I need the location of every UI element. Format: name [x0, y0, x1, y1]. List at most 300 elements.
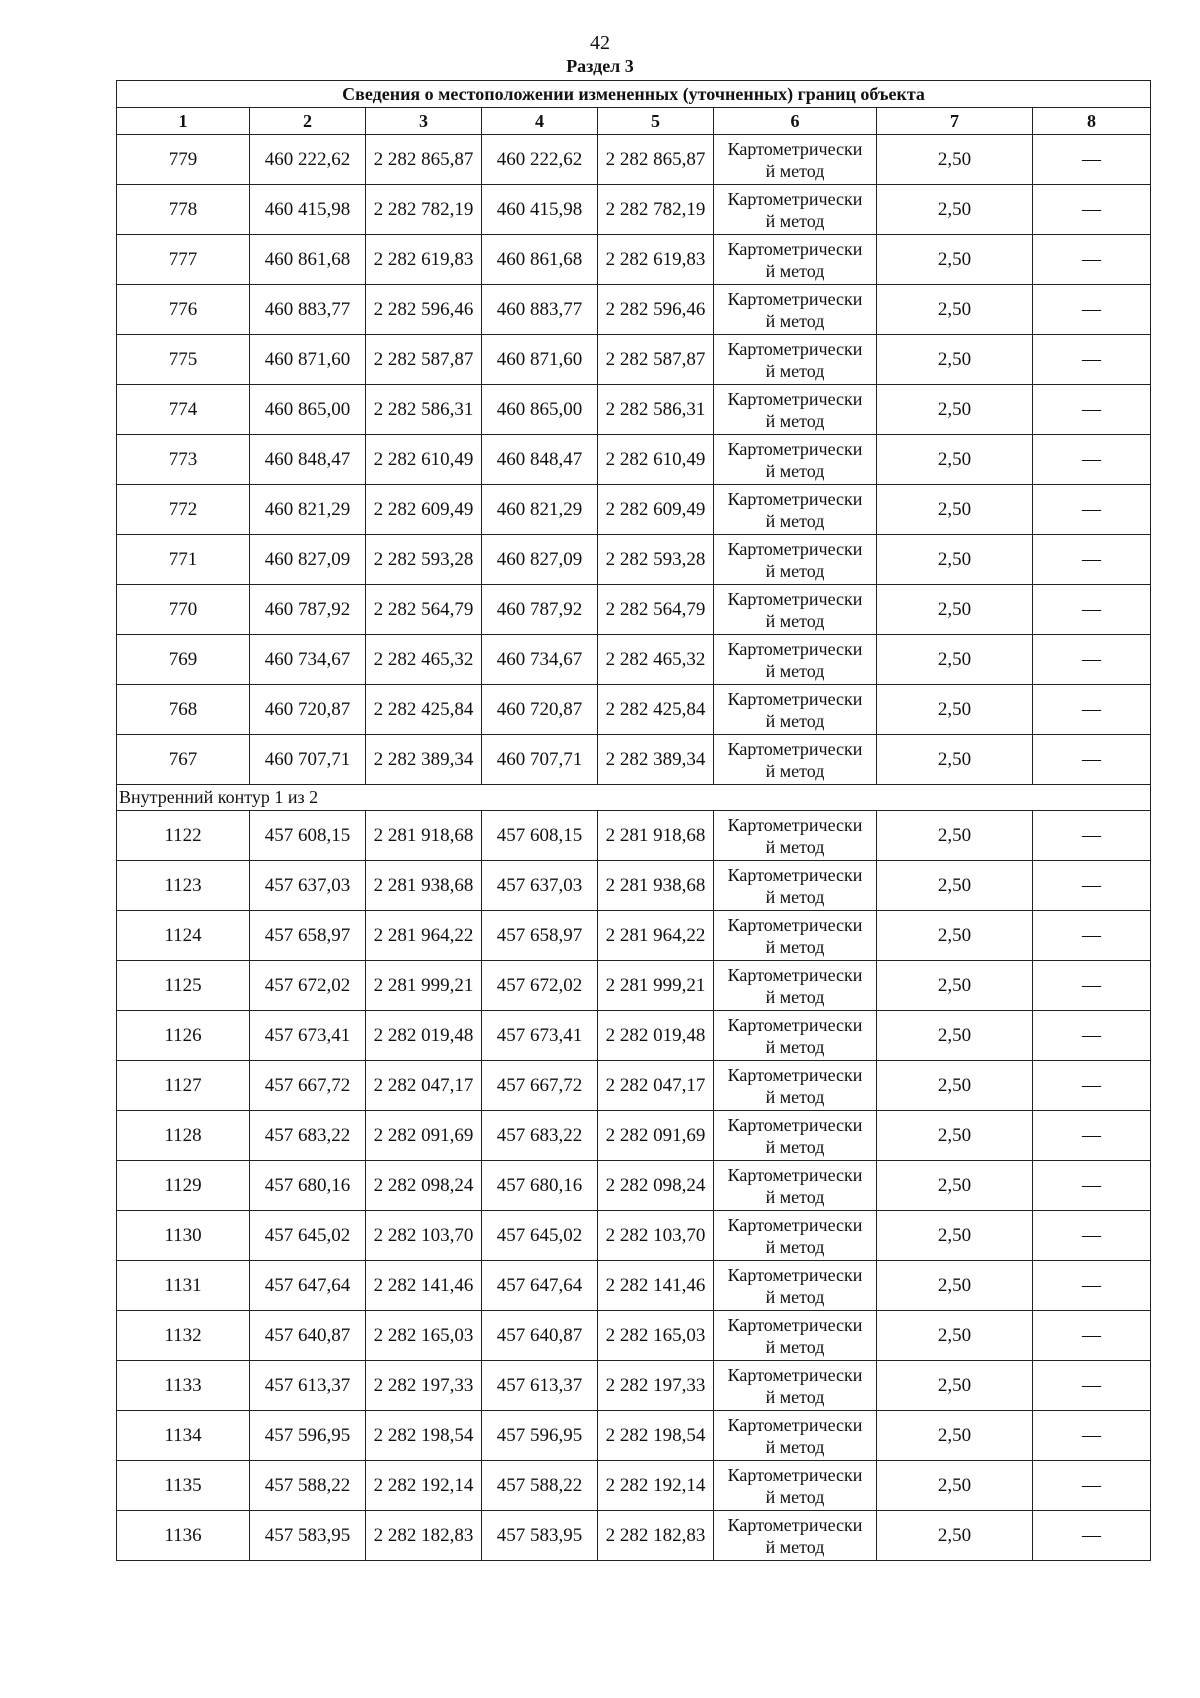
table-row [117, 535, 1151, 585]
method-cell [714, 1411, 877, 1461]
accuracy-cell: 2,50 [877, 485, 1033, 535]
y-existing-cell: 2 282 619,83 [366, 235, 482, 285]
point-number-cell: 774 [117, 385, 250, 435]
note-cell: — [1033, 911, 1151, 961]
method-line-1: Картометрически [727, 1314, 863, 1335]
method-line-1: Картометрически [727, 1364, 863, 1385]
method-line-2: й метод [765, 1436, 825, 1457]
x-existing-cell: 460 848,47 [250, 435, 366, 485]
method-line-2: й метод [765, 1236, 825, 1257]
method-cell [714, 385, 877, 435]
point-number-cell: 767 [117, 735, 250, 785]
method-line-1: Картометрически [727, 1264, 863, 1285]
method-line-1: Картометрически [727, 814, 863, 835]
point-number-cell: 1132 [117, 1311, 250, 1361]
x-new-cell: 460 827,09 [482, 535, 598, 585]
y-existing-cell: 2 282 389,34 [366, 735, 482, 785]
y-existing-cell: 2 282 782,19 [366, 185, 482, 235]
table-row [117, 1511, 1151, 1561]
x-new-cell: 460 734,67 [482, 635, 598, 685]
accuracy-cell: 2,50 [877, 535, 1033, 585]
method-line-2: й метод [765, 460, 825, 481]
note-cell: — [1033, 285, 1151, 335]
method-line-1: Картометрически [727, 964, 863, 985]
x-new-cell: 457 647,64 [482, 1261, 598, 1311]
method-cell [714, 485, 877, 535]
point-number-cell: 1131 [117, 1261, 250, 1311]
column-number-4: 4 [482, 108, 598, 135]
accuracy-cell: 2,50 [877, 1411, 1033, 1461]
point-number-cell: 1125 [117, 961, 250, 1011]
x-new-cell: 460 883,77 [482, 285, 598, 335]
note-cell: — [1033, 185, 1151, 235]
point-number-cell: 1123 [117, 861, 250, 911]
x-new-cell: 460 871,60 [482, 335, 598, 385]
page-number: 42 [590, 32, 610, 54]
table-row [117, 911, 1151, 961]
y-existing-cell: 2 282 019,48 [366, 1011, 482, 1061]
y-new-cell: 2 282 593,28 [598, 535, 714, 585]
x-existing-cell: 460 415,98 [250, 185, 366, 235]
method-line-2: й метод [765, 160, 825, 181]
y-existing-cell: 2 282 596,46 [366, 285, 482, 335]
method-cell [714, 1111, 877, 1161]
y-new-cell: 2 282 165,03 [598, 1311, 714, 1361]
method-line-2: й метод [765, 510, 825, 531]
note-cell: — [1033, 1211, 1151, 1261]
column-number-7: 7 [877, 108, 1033, 135]
method-line-1: Картометрически [727, 388, 863, 409]
x-existing-cell: 460 865,00 [250, 385, 366, 435]
table-row [117, 385, 1151, 435]
y-new-cell: 2 282 141,46 [598, 1261, 714, 1311]
x-existing-cell: 460 827,09 [250, 535, 366, 585]
x-existing-cell: 460 883,77 [250, 285, 366, 335]
y-existing-cell: 2 282 609,49 [366, 485, 482, 535]
point-number-cell: 771 [117, 535, 250, 585]
x-new-cell: 457 608,15 [482, 811, 598, 861]
x-new-cell: 457 583,95 [482, 1511, 598, 1561]
point-number-cell: 773 [117, 435, 250, 485]
method-line-2: й метод [765, 836, 825, 857]
table-row [117, 635, 1151, 685]
y-new-cell: 2 282 182,83 [598, 1511, 714, 1561]
point-number-cell: 769 [117, 635, 250, 685]
method-line-1: Картометрически [727, 1214, 863, 1235]
y-existing-cell: 2 282 564,79 [366, 585, 482, 635]
y-existing-cell: 2 281 999,21 [366, 961, 482, 1011]
method-cell [714, 1211, 877, 1261]
method-cell [714, 861, 877, 911]
method-cell [714, 1161, 877, 1211]
x-new-cell: 460 861,68 [482, 235, 598, 285]
x-existing-cell: 457 613,37 [250, 1361, 366, 1411]
table-row [117, 1111, 1151, 1161]
accuracy-cell: 2,50 [877, 1211, 1033, 1261]
y-existing-cell: 2 282 610,49 [366, 435, 482, 485]
x-existing-cell: 457 683,22 [250, 1111, 366, 1161]
note-cell: — [1033, 385, 1151, 435]
accuracy-cell: 2,50 [877, 735, 1033, 785]
point-number-cell: 1134 [117, 1411, 250, 1461]
column-number-8: 8 [1033, 108, 1151, 135]
table-row [117, 185, 1151, 235]
accuracy-cell: 2,50 [877, 811, 1033, 861]
y-new-cell: 2 282 389,34 [598, 735, 714, 785]
method-line-2: й метод [765, 1136, 825, 1157]
method-line-2: й метод [765, 610, 825, 631]
point-number-cell: 778 [117, 185, 250, 235]
x-new-cell: 457 596,95 [482, 1411, 598, 1461]
method-line-2: й метод [765, 1336, 825, 1357]
method-line-2: й метод [765, 1386, 825, 1407]
method-line-1: Картометрически [727, 188, 863, 209]
column-number-3: 3 [366, 108, 482, 135]
x-existing-cell: 457 658,97 [250, 911, 366, 961]
y-new-cell: 2 282 609,49 [598, 485, 714, 535]
method-line-2: й метод [765, 1186, 825, 1207]
note-cell: — [1033, 135, 1151, 185]
accuracy-cell: 2,50 [877, 1311, 1033, 1361]
method-line-2: й метод [765, 660, 825, 681]
x-existing-cell: 457 667,72 [250, 1061, 366, 1111]
y-new-cell: 2 282 098,24 [598, 1161, 714, 1211]
method-line-1: Картометрически [727, 538, 863, 559]
table-row [117, 435, 1151, 485]
accuracy-cell: 2,50 [877, 1161, 1033, 1211]
table-row [117, 1461, 1151, 1511]
method-line-2: й метод [765, 560, 825, 581]
method-cell [714, 335, 877, 385]
y-existing-cell: 2 282 465,32 [366, 635, 482, 685]
table-row [117, 485, 1151, 535]
table-row [117, 1211, 1151, 1261]
column-number-2: 2 [250, 108, 366, 135]
point-number-cell: 775 [117, 335, 250, 385]
note-cell: — [1033, 1061, 1151, 1111]
note-cell: — [1033, 335, 1151, 385]
note-cell: — [1033, 535, 1151, 585]
accuracy-cell: 2,50 [877, 1261, 1033, 1311]
y-new-cell: 2 282 587,87 [598, 335, 714, 385]
method-line-2: й метод [765, 260, 825, 281]
method-line-2: й метод [765, 936, 825, 957]
accuracy-cell: 2,50 [877, 961, 1033, 1011]
x-new-cell: 457 637,03 [482, 861, 598, 911]
point-number-cell: 1124 [117, 911, 250, 961]
table-row [117, 1411, 1151, 1461]
table-row [117, 235, 1151, 285]
x-new-cell: 460 865,00 [482, 385, 598, 435]
method-line-2: й метод [765, 760, 825, 781]
y-existing-cell: 2 282 165,03 [366, 1311, 482, 1361]
note-cell: — [1033, 1461, 1151, 1511]
method-line-1: Картометрически [727, 1064, 863, 1085]
y-new-cell: 2 282 198,54 [598, 1411, 714, 1461]
table-row [117, 685, 1151, 735]
y-new-cell: 2 281 938,68 [598, 861, 714, 911]
accuracy-cell: 2,50 [877, 1011, 1033, 1061]
accuracy-cell: 2,50 [877, 1061, 1033, 1111]
y-new-cell: 2 282 564,79 [598, 585, 714, 635]
method-cell [714, 961, 877, 1011]
method-line-1: Картометрически [727, 338, 863, 359]
point-number-cell: 777 [117, 235, 250, 285]
y-new-cell: 2 282 465,32 [598, 635, 714, 685]
method-line-1: Картометрически [727, 288, 863, 309]
note-cell: — [1033, 1011, 1151, 1061]
method-line-1: Картометрически [727, 1514, 863, 1535]
note-cell: — [1033, 635, 1151, 685]
point-number-cell: 1130 [117, 1211, 250, 1261]
note-cell: — [1033, 735, 1151, 785]
x-new-cell: 457 667,72 [482, 1061, 598, 1111]
method-cell [714, 635, 877, 685]
y-new-cell: 2 282 586,31 [598, 385, 714, 435]
point-number-cell: 776 [117, 285, 250, 335]
y-new-cell: 2 282 782,19 [598, 185, 714, 235]
method-line-1: Картометрически [727, 1114, 863, 1135]
x-new-cell: 457 645,02 [482, 1211, 598, 1261]
method-cell [714, 435, 877, 485]
method-line-2: й метод [765, 986, 825, 1007]
accuracy-cell: 2,50 [877, 135, 1033, 185]
y-existing-cell: 2 282 141,46 [366, 1261, 482, 1311]
method-cell [714, 811, 877, 861]
method-line-2: й метод [765, 1036, 825, 1057]
note-cell: — [1033, 1161, 1151, 1211]
y-new-cell: 2 282 865,87 [598, 135, 714, 185]
method-cell [714, 1311, 877, 1361]
section-title: Раздел 3 [566, 56, 634, 76]
x-new-cell: 460 821,29 [482, 485, 598, 535]
method-cell [714, 535, 877, 585]
method-line-1: Картометрически [727, 688, 863, 709]
method-line-1: Картометрически [727, 238, 863, 259]
y-new-cell: 2 282 192,14 [598, 1461, 714, 1511]
method-line-2: й метод [765, 310, 825, 331]
y-new-cell: 2 281 964,22 [598, 911, 714, 961]
x-new-cell: 460 707,71 [482, 735, 598, 785]
y-existing-cell: 2 282 425,84 [366, 685, 482, 735]
x-new-cell: 457 680,16 [482, 1161, 598, 1211]
point-number-cell: 1135 [117, 1461, 250, 1511]
method-line-2: й метод [765, 1486, 825, 1507]
method-cell [714, 685, 877, 735]
table-row [117, 961, 1151, 1011]
x-existing-cell: 460 821,29 [250, 485, 366, 535]
point-number-cell: 1122 [117, 811, 250, 861]
x-new-cell: 460 415,98 [482, 185, 598, 235]
x-existing-cell: 460 222,62 [250, 135, 366, 185]
y-existing-cell: 2 281 938,68 [366, 861, 482, 911]
method-cell [714, 1061, 877, 1111]
x-existing-cell: 460 861,68 [250, 235, 366, 285]
method-cell [714, 911, 877, 961]
x-new-cell: 460 848,47 [482, 435, 598, 485]
x-existing-cell: 457 608,15 [250, 811, 366, 861]
table-row [117, 1311, 1151, 1361]
point-number-cell: 768 [117, 685, 250, 735]
y-existing-cell: 2 282 586,31 [366, 385, 482, 435]
x-new-cell: 457 673,41 [482, 1011, 598, 1061]
method-cell [714, 135, 877, 185]
y-existing-cell: 2 282 587,87 [366, 335, 482, 385]
point-number-cell: 1136 [117, 1511, 250, 1561]
note-cell: — [1033, 685, 1151, 735]
method-line-2: й метод [765, 410, 825, 431]
x-existing-cell: 457 672,02 [250, 961, 366, 1011]
table-row [117, 1061, 1151, 1111]
y-new-cell: 2 282 019,48 [598, 1011, 714, 1061]
point-number-cell: 779 [117, 135, 250, 185]
x-new-cell: 460 720,87 [482, 685, 598, 735]
table-row [117, 1361, 1151, 1411]
note-cell: — [1033, 1411, 1151, 1461]
method-line-2: й метод [765, 710, 825, 731]
accuracy-cell: 2,50 [877, 1361, 1033, 1411]
point-number-cell: 1128 [117, 1111, 250, 1161]
accuracy-cell: 2,50 [877, 585, 1033, 635]
note-cell: — [1033, 811, 1151, 861]
method-line-1: Картометрически [727, 588, 863, 609]
method-line-2: й метод [765, 886, 825, 907]
table-row [117, 585, 1151, 635]
method-cell [714, 1511, 877, 1561]
y-new-cell: 2 282 047,17 [598, 1061, 714, 1111]
method-cell [714, 585, 877, 635]
y-existing-cell: 2 282 047,17 [366, 1061, 482, 1111]
y-existing-cell: 2 282 192,14 [366, 1461, 482, 1511]
accuracy-cell: 2,50 [877, 911, 1033, 961]
y-existing-cell: 2 282 197,33 [366, 1361, 482, 1411]
y-existing-cell: 2 281 964,22 [366, 911, 482, 961]
table-row [117, 811, 1151, 861]
note-cell: — [1033, 1111, 1151, 1161]
note-cell: — [1033, 961, 1151, 1011]
accuracy-cell: 2,50 [877, 235, 1033, 285]
method-line-2: й метод [765, 1086, 825, 1107]
method-line-1: Картометрически [727, 1464, 863, 1485]
x-new-cell: 457 613,37 [482, 1361, 598, 1411]
y-new-cell: 2 282 091,69 [598, 1111, 714, 1161]
x-new-cell: 457 683,22 [482, 1111, 598, 1161]
point-number-cell: 770 [117, 585, 250, 635]
method-cell [714, 1261, 877, 1311]
note-cell: — [1033, 485, 1151, 535]
x-existing-cell: 460 871,60 [250, 335, 366, 385]
accuracy-cell: 2,50 [877, 185, 1033, 235]
note-cell: — [1033, 1511, 1151, 1561]
accuracy-cell: 2,50 [877, 385, 1033, 435]
method-cell [714, 185, 877, 235]
method-cell [714, 235, 877, 285]
y-new-cell: 2 282 197,33 [598, 1361, 714, 1411]
boundary-coordinates-table [116, 80, 1151, 1561]
note-cell: — [1033, 435, 1151, 485]
method-line-2: й метод [765, 1536, 825, 1557]
x-new-cell: 457 672,02 [482, 961, 598, 1011]
method-cell [714, 1461, 877, 1511]
method-line-1: Картометрически [727, 738, 863, 759]
accuracy-cell: 2,50 [877, 685, 1033, 735]
method-line-1: Картометрически [727, 864, 863, 885]
method-line-1: Картометрически [727, 1164, 863, 1185]
y-new-cell: 2 281 999,21 [598, 961, 714, 1011]
y-new-cell: 2 282 596,46 [598, 285, 714, 335]
y-existing-cell: 2 282 103,70 [366, 1211, 482, 1261]
x-existing-cell: 457 640,87 [250, 1311, 366, 1361]
accuracy-cell: 2,50 [877, 635, 1033, 685]
x-existing-cell: 457 680,16 [250, 1161, 366, 1211]
y-new-cell: 2 282 425,84 [598, 685, 714, 735]
method-cell [714, 285, 877, 335]
table-row [117, 1011, 1151, 1061]
y-existing-cell: 2 282 091,69 [366, 1111, 482, 1161]
y-new-cell: 2 281 918,68 [598, 811, 714, 861]
x-existing-cell: 460 734,67 [250, 635, 366, 685]
method-cell [714, 1361, 877, 1411]
method-line-1: Картометрически [727, 488, 863, 509]
y-existing-cell: 2 281 918,68 [366, 811, 482, 861]
point-number-cell: 1133 [117, 1361, 250, 1411]
method-cell [714, 1011, 877, 1061]
method-line-1: Картометрически [727, 1014, 863, 1035]
accuracy-cell: 2,50 [877, 861, 1033, 911]
accuracy-cell: 2,50 [877, 1461, 1033, 1511]
x-existing-cell: 460 720,87 [250, 685, 366, 735]
point-number-cell: 1127 [117, 1061, 250, 1111]
point-number-cell: 1126 [117, 1011, 250, 1061]
x-new-cell: 457 588,22 [482, 1461, 598, 1511]
method-cell [714, 735, 877, 785]
method-line-2: й метод [765, 210, 825, 231]
y-new-cell: 2 282 610,49 [598, 435, 714, 485]
x-new-cell: 457 658,97 [482, 911, 598, 961]
y-existing-cell: 2 282 593,28 [366, 535, 482, 585]
note-cell: — [1033, 235, 1151, 285]
x-existing-cell: 457 673,41 [250, 1011, 366, 1061]
point-number-cell: 772 [117, 485, 250, 535]
x-existing-cell: 457 596,95 [250, 1411, 366, 1461]
table-row [117, 735, 1151, 785]
table-caption: Сведения о местоположении измененных (уточненных) границ объекта [117, 81, 1151, 108]
method-line-1: Картометрически [727, 138, 863, 159]
note-cell: — [1033, 1311, 1151, 1361]
x-existing-cell: 457 647,64 [250, 1261, 366, 1311]
x-existing-cell: 460 707,71 [250, 735, 366, 785]
subsection-label: Внутренний контур 1 из 2 [117, 785, 1151, 811]
column-number-5: 5 [598, 108, 714, 135]
method-line-1: Картометрически [727, 1414, 863, 1435]
x-new-cell: 460 787,92 [482, 585, 598, 635]
column-number-1: 1 [117, 108, 250, 135]
accuracy-cell: 2,50 [877, 1511, 1033, 1561]
y-existing-cell: 2 282 098,24 [366, 1161, 482, 1211]
note-cell: — [1033, 585, 1151, 635]
table-row [117, 285, 1151, 335]
table-row [117, 335, 1151, 385]
x-existing-cell: 457 637,03 [250, 861, 366, 911]
accuracy-cell: 2,50 [877, 1111, 1033, 1161]
method-line-1: Картометрически [727, 438, 863, 459]
y-new-cell: 2 282 619,83 [598, 235, 714, 285]
x-existing-cell: 457 645,02 [250, 1211, 366, 1261]
x-existing-cell: 457 588,22 [250, 1461, 366, 1511]
accuracy-cell: 2,50 [877, 435, 1033, 485]
y-existing-cell: 2 282 198,54 [366, 1411, 482, 1461]
note-cell: — [1033, 1261, 1151, 1311]
